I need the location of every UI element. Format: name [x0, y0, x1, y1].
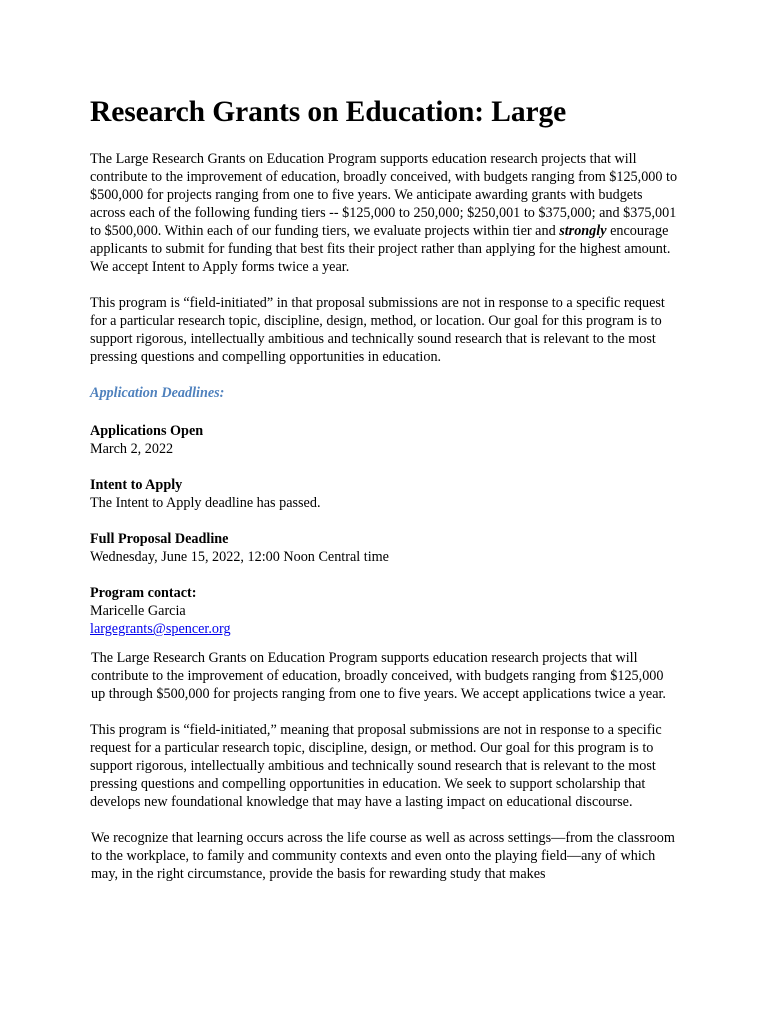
intro-paragraph-2: This program is “field-initiated” in that proposal submissions are not in response to a specific request for a particular research topic, discipline, design, method, or location. Our goal for this program is to support rigorous, intellectually ambitious and technically sound research that is relevant to the most pressing questions and compelling opportunities in education.: [90, 295, 665, 365]
program-contact: [90, 584, 678, 638]
deadline-label: Full Proposal Deadline: [90, 531, 229, 547]
deadline-item: [90, 476, 678, 512]
body-paragraph-1: The Large Research Grants on Education Program supports education research projects that will contribute to the improvement of education, broadly conceived, with budgets ranging from $125,000 up through $500,000 for projects ranging from one to five years. We accept applications twice a year.: [91, 650, 666, 702]
contact-label: Program contact:: [90, 585, 197, 601]
contact-name: Maricelle Garcia: [90, 603, 186, 619]
body-paragraph-3: We recognize that learning occurs across the life course as well as across settings—from the classroom to the workplace, to family and community contexts and even onto the playing field—any of which may, in the right circumstance, provide the basis for rewarding study that makes: [91, 830, 675, 882]
body-paragraph-2: This program is “field-initiated,” meaning that proposal submissions are not in response to a specific request for a particular research topic, discipline, design, or method. Our goal for this program is to support rigorous, intellectually ambitious and technically sound research that is relevant to the most pressing questions and compelling opportunities in education. We seek to support scholarship that develops new foundational knowledge that may have a lasting impact on educational discourse.: [90, 722, 662, 810]
deadline-item: [90, 422, 678, 458]
page-title: Research Grants on Education: Large: [90, 96, 567, 128]
deadline-value: March 2, 2022: [90, 441, 174, 457]
intro-paragraph-1: [90, 150, 678, 276]
intro-p1-text-start: The Large Research Grants on Education Program supports education research projects that will contribute to the improvement of education, broadly conceived, with budgets ranging from $125,000 to $500,000 for projects ranging from one to five years. We anticipate awarding grants with budgets across each of the following funding tiers -- $125,000 to 250,000; $250,001 to $375,000; and $375,001 to $500,000. Within each of our funding tiers, we evaluate projects within tier and: [90, 151, 678, 239]
deadline-item: [90, 530, 678, 566]
intro-p1-text-end: encourage applicants to submit for funding that best fits their project rather than applying for the highest amount. We accept Intent to Apply forms twice a year.: [90, 223, 671, 275]
deadline-value: Wednesday, June 15, 2022, 12:00 Noon Central time: [90, 549, 389, 565]
deadlines-heading: Application Deadlines:: [90, 385, 225, 401]
deadline-label: Applications Open: [90, 423, 204, 439]
intro-p1-emphasis: strongly: [559, 223, 607, 239]
deadline-value: The Intent to Apply deadline has passed.: [90, 495, 321, 511]
deadline-label: Intent to Apply: [90, 477, 183, 493]
contact-email-link[interactable]: largegrants@spencer.org: [90, 621, 231, 637]
